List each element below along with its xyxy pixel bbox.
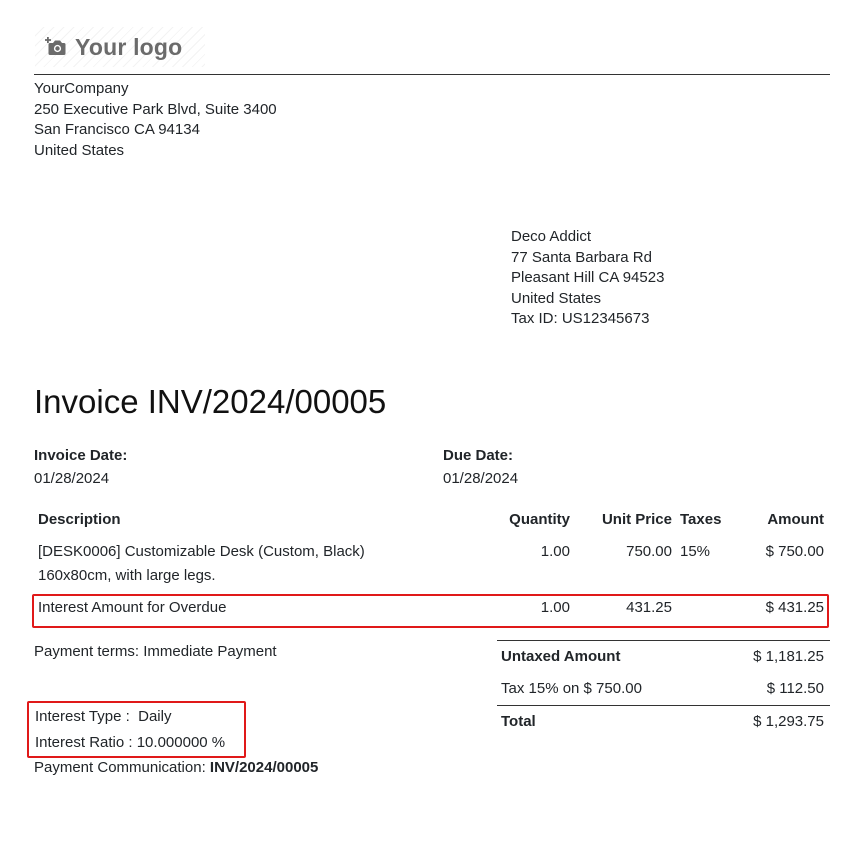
company-logo [35,27,205,67]
header-divider [34,74,830,75]
row-description-line1: [DESK0006] Customizable Desk (Custom, Black) [38,543,365,560]
company-street: 250 Executive Park Blvd, Suite 3400 [34,100,277,118]
interest-row-quantity: 1.00 [540,599,570,616]
untaxed-amount-label: Untaxed Amount [501,648,621,665]
partner-tax-id: Tax ID: US12345673 [511,310,650,327]
payment-terms: Payment terms: Immediate Payment [34,643,277,660]
totals-bottom-divider [497,705,830,706]
col-quantity-header: Quantity [509,511,570,528]
col-taxes-header: Taxes [680,511,722,528]
invoice-page [2,0,854,861]
company-name: YourCompany [34,80,129,97]
invoice-date-block [34,447,127,487]
due-date-value: 01/28/2024 [443,470,519,487]
row-description-line2: 160x80cm, with large legs. [38,567,216,584]
total-value: $ 1,293.75 [753,713,824,730]
untaxed-amount-value: $ 1,181.25 [753,648,824,665]
company-address [34,79,277,161]
interest-ratio-label: Interest Ratio : [35,734,133,751]
invoice-date-value: 01/28/2024 [34,470,110,487]
camera-plus-icon [45,37,67,57]
interest-ratio [35,734,225,751]
partner-name: Deco Addict [511,228,592,245]
col-amount-header: Amount [767,511,824,528]
table-row [38,540,365,588]
company-city: San Francisco CA 94134 [34,121,200,138]
interest-ratio-value: 10.000000 % [136,734,226,751]
payment-communication-label: Payment Communication: [34,759,206,776]
partner-address [511,227,664,330]
company-country: United States [34,141,125,159]
totals-top-divider [497,640,830,641]
tax-value: $ 112.50 [766,680,824,697]
col-unit-price-header: Unit Price [601,511,672,528]
interest-row-amount: $ 431.25 [765,599,824,616]
partner-street: 77 Santa Barbara Rd [511,248,652,266]
interest-row-unit-price: 431.25 [626,599,672,616]
interest-type-label: Interest Type : [35,708,130,725]
row-unit-price: 750.00 [626,543,672,560]
row-taxes: 15% [680,543,711,560]
row-amount: $ 750.00 [765,543,824,560]
interest-type-value: Daily [138,708,172,725]
partner-city: Pleasant Hill CA 94523 [511,269,665,286]
payment-communication [34,759,318,776]
col-description-header: Description [38,511,121,528]
logo-text: Your logo [75,33,183,60]
payment-communication-value: INV/2024/00005 [209,759,319,776]
due-date-block [443,447,518,487]
invoice-date-label: Invoice Date: [34,447,128,464]
total-label: Total [501,713,536,730]
partner-country: United States [511,289,602,307]
due-date-label: Due Date: [443,447,514,464]
tax-label: Tax 15% on $ 750.00 [501,680,642,697]
row-quantity: 1.00 [540,543,570,560]
invoice-title: Invoice INV/2024/00005 [34,383,387,420]
interest-type [35,708,171,725]
interest-row-description: Interest Amount for Overdue [38,599,227,616]
